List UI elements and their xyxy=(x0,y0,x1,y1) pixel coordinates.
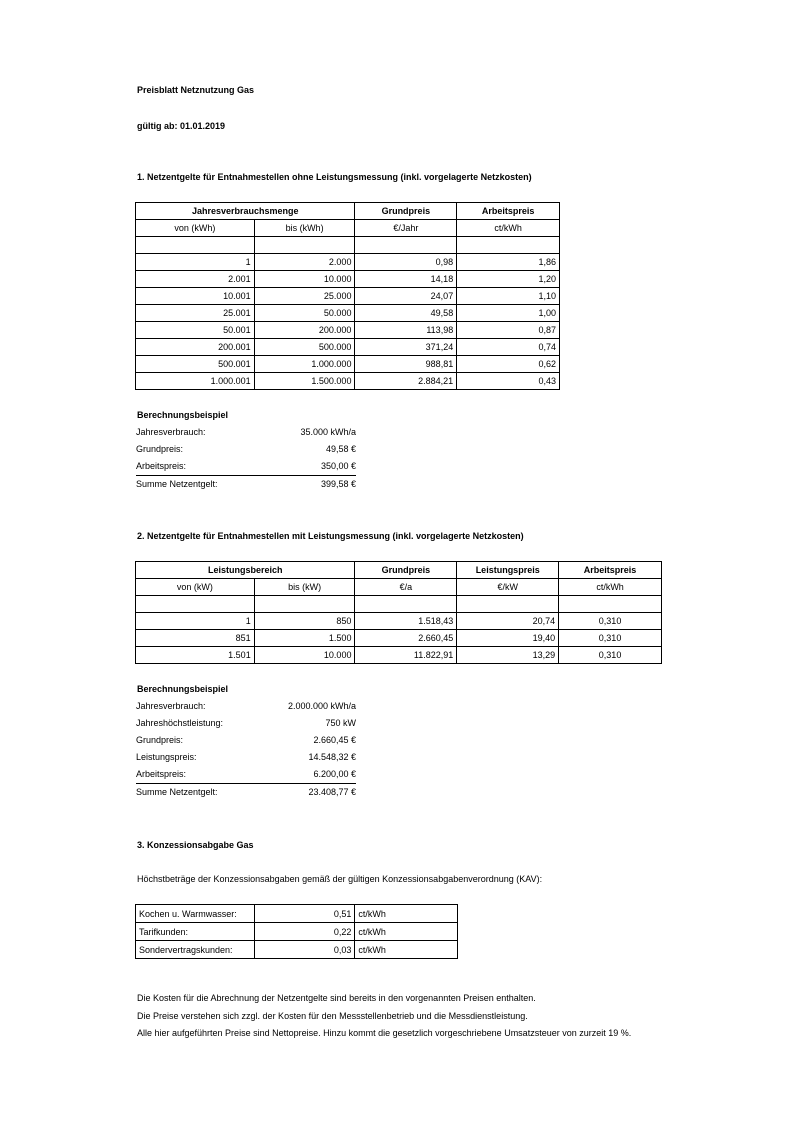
header-grundpreis: Grundpreis xyxy=(355,562,457,579)
table-header-row xyxy=(136,203,560,220)
example1-calculation xyxy=(136,424,356,493)
table-row: Tarifkunden: 0,22 ct/kWh xyxy=(136,923,458,941)
table-row: 851 1.500 2.660,45 19,40 0,310 xyxy=(136,630,662,647)
section1-heading: 1. Netzentgelte für Entnahmestellen ohne Leistungsmessung (inkl. vorgelagerte Netzkosten) xyxy=(137,172,532,182)
table-row: 2.001 10.000 14,18 1,20 xyxy=(136,271,560,288)
table-spacer-row xyxy=(136,596,662,613)
header-grundpreis: Grundpreis xyxy=(355,203,457,220)
document-title: Preisblatt Netznutzung Gas xyxy=(137,85,255,95)
table-row: 200.001 500.000 371,24 0,74 xyxy=(136,339,560,356)
price-table-with-metering xyxy=(135,561,662,664)
unit-von: von (kWh) xyxy=(136,220,255,237)
table-row: Sondervertragskunden: 0,03 ct/kWh xyxy=(136,941,458,959)
unit-grundpreis: €/Jahr xyxy=(355,220,457,237)
note-billing: Die Kosten für die Abrechnung der Netzentgelte sind bereits in den vorgenannten Preisen enthalten. xyxy=(137,993,536,1003)
table-row: Kochen u. Warmwasser: 0,51 ct/kWh xyxy=(136,905,458,923)
example-row: Grundpreis: 2.660,45 € xyxy=(136,735,356,745)
section3-intro: Höchstbeträge der Konzessionsabgaben gemäß der gültigen Konzessionsabgabenverordnung (KAV): xyxy=(137,874,543,884)
table-row: 10.001 25.000 24,07 1,10 xyxy=(136,288,560,305)
example-row: Arbeitspreis: 6.200,00 € xyxy=(136,769,356,779)
note-metering: Die Preise verstehen sich zzgl. der Kosten für den Messstellenbetrieb und die Messdienstleistung. xyxy=(137,1011,528,1021)
table-unit-row xyxy=(136,220,560,237)
example2-calculation xyxy=(136,698,356,801)
valid-from: gültig ab: 01.01.2019 xyxy=(137,121,226,131)
example2-heading: Berechnungsbeispiel xyxy=(137,684,229,694)
section3-heading: 3. Konzessionsabgabe Gas xyxy=(137,840,254,850)
table-row: 1.501 10.000 11.822,91 13,29 0,310 xyxy=(136,647,662,664)
table-row: 50.001 200.000 113,98 0,87 xyxy=(136,322,560,339)
note-vat: Alle hier aufgeführten Preise sind Nettopreise. Hinzu kommt die gesetzlich vorgeschriebene Umsatzsteuer von zurzeit 19 %. xyxy=(137,1028,632,1038)
unit-leistungspreis: €/kW xyxy=(457,579,559,596)
header-jahresverbrauchsmenge: Jahresverbrauchsmenge xyxy=(136,203,355,220)
example-row: Jahresverbrauch: 35.000 kWh/a xyxy=(136,427,356,437)
section2-heading: 2. Netzentgelte für Entnahmestellen mit Leistungsmessung (inkl. vorgelagerte Netzkosten) xyxy=(137,531,524,541)
example-row: Arbeitspreis: 350,00 € xyxy=(136,461,356,471)
unit-bis: bis (kWh) xyxy=(254,220,355,237)
example-sum-row: Summe Netzentgelt: 23.408,77 € xyxy=(136,783,356,801)
header-arbeitspreis: Arbeitspreis xyxy=(457,203,560,220)
unit-arbeitspreis: ct/kWh xyxy=(457,220,560,237)
header-leistungsbereich: Leistungsbereich xyxy=(136,562,355,579)
unit-arbeitspreis: ct/kWh xyxy=(559,579,662,596)
table-row: 500.001 1.000.000 988,81 0,62 xyxy=(136,356,560,373)
unit-von: von (kW) xyxy=(136,579,255,596)
table-row: 1 2.000 0,98 1,86 xyxy=(136,254,560,271)
example-row: Leistungspreis: 14.548,32 € xyxy=(136,752,356,762)
unit-bis: bis (kW) xyxy=(254,579,355,596)
concession-fee-table xyxy=(135,904,458,959)
table-row: 25.001 50.000 49,58 1,00 xyxy=(136,305,560,322)
header-arbeitspreis: Arbeitspreis xyxy=(559,562,662,579)
example-row: Jahresverbrauch: 2.000.000 kWh/a xyxy=(136,701,356,711)
example-sum-row: Summe Netzentgelt: 399,58 € xyxy=(136,475,356,493)
table-unit-row xyxy=(136,579,662,596)
price-table-without-metering xyxy=(135,202,560,390)
example-row: Grundpreis: 49,58 € xyxy=(136,444,356,454)
table-header-row xyxy=(136,562,662,579)
header-leistungspreis: Leistungspreis xyxy=(457,562,559,579)
table-spacer-row xyxy=(136,237,560,254)
table-row: 1.000.001 1.500.000 2.884,21 0,43 xyxy=(136,373,560,390)
table-row: 1 850 1.518,43 20,74 0,310 xyxy=(136,613,662,630)
example1-heading: Berechnungsbeispiel xyxy=(137,410,229,420)
example-row: Jahreshöchstleistung: 750 kW xyxy=(136,718,356,728)
unit-grundpreis: €/a xyxy=(355,579,457,596)
